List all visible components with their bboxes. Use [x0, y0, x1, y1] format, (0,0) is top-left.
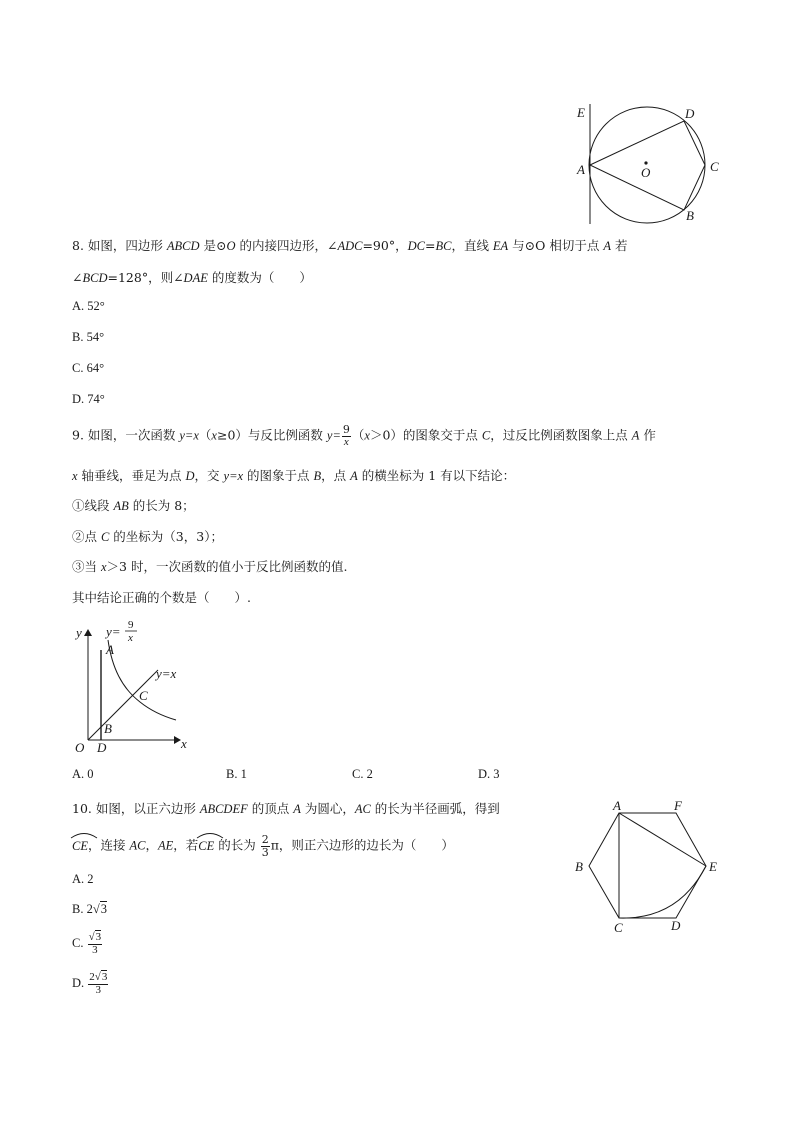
label-b: B [575, 859, 583, 874]
q10-stem-line2: CE，连接 AC，AE，若 CE 的长为 $\frac{2}{3}$ π，则正六边形的边长为（ ） [72, 833, 454, 859]
q10-d-fraction: $\frac{2√3}{3}$ [89, 971, 108, 996]
line-y-equals-x [88, 670, 158, 740]
q8-stem-line1: 8. 如图，四边形 ABCD 是⊙O 的内接四边形，∠ADC=90°，DC=BC，直线 EA 与⊙O 相切于点 A 若 [72, 238, 628, 253]
q8-stem-line2: ∠BCD=128°，则∠DAE 的度数为（ ） [72, 270, 312, 285]
q9-fraction: $\frac{9}{x}$ [342, 423, 350, 448]
q8-option-a[interactable]: A. 52° [72, 299, 105, 313]
label-a: A [613, 798, 621, 813]
q9-figure [70, 618, 194, 754]
q9-option-a[interactable]: A. 0 [72, 767, 94, 781]
label-a: A [577, 162, 585, 177]
q10-c-fraction: $\frac{√3}{3}$ [88, 931, 102, 956]
label-c: C [710, 159, 719, 174]
q10-option-a[interactable]: A. 2 [72, 872, 94, 886]
q9-statement-3: ③当 x＞3 时，一次函数的值小于反比例函数的值. [72, 559, 348, 574]
q9-option-c[interactable]: C. 2 [352, 767, 373, 781]
q9-question: 其中结论正确的个数是（ ）. [72, 590, 251, 605]
q8-option-c[interactable]: C. 64° [72, 361, 105, 375]
label-e: E [577, 105, 585, 120]
q9-statement-1: ①线段 AB 的长为 8； [72, 498, 195, 513]
label-y: y [76, 625, 82, 640]
label-c: C [614, 920, 623, 935]
q10-figure [568, 796, 728, 938]
q8-option-b[interactable]: B. 54° [72, 330, 105, 344]
label-e: E [709, 859, 717, 874]
q10-option-c[interactable]: C. $\frac{√3}{3}$ [72, 931, 102, 956]
line-label: y=x [156, 666, 177, 681]
q8-option-d[interactable]: D. 74° [72, 392, 105, 406]
q9-option-b[interactable]: B. 1 [226, 767, 247, 781]
curve-label-num: 9 [128, 619, 134, 631]
segment-ae [619, 813, 706, 866]
label-a: A [106, 642, 114, 657]
curve-label-den: x [128, 632, 133, 644]
q9-stem-line1: 9. 如图，一次函数 y=x（x≥0）与反比例函数 y= $\frac{9}{x}$ （x＞0）的图象交于点 C，过反比例函数图象上点 A 作 [72, 423, 656, 448]
q10-fraction: $\frac{2}{3}$ [261, 833, 269, 859]
arc-ce-1: CE [72, 838, 88, 854]
label-x: x [181, 736, 187, 751]
label-b: B [686, 208, 694, 223]
hexagon-abcdef [589, 813, 706, 918]
q8-figure [568, 96, 728, 230]
q10-option-d[interactable]: D. $\frac{2√3}{3}$ [72, 971, 108, 996]
label-o: O [75, 740, 85, 754]
arc-ce [619, 866, 706, 918]
curve-label: y= [106, 624, 121, 639]
q10-stem-line1: 10. 如图，以正六边形 ABCDEF 的顶点 A 为圆心，AC 的长为半径画弧，得到 [72, 801, 500, 816]
arc-ce-2: CE [198, 838, 214, 854]
q9-statement-2: ②点 C 的坐标为（3，3）； [72, 529, 223, 544]
label-f: F [674, 798, 682, 813]
label-d: D [685, 106, 695, 121]
label-d: D [671, 918, 681, 933]
label-o: O [641, 165, 651, 180]
label-c: C [139, 688, 148, 703]
q9-stem-line2: x 轴垂线，垂足为点 D，交 y=x 的图象于点 B，点 A 的横坐标为 1 有以下结论： [72, 468, 516, 483]
q10-option-b[interactable]: B. 2√3 [72, 902, 107, 916]
label-b: B [104, 721, 112, 736]
label-d: D [97, 740, 107, 754]
q9-option-d[interactable]: D. 3 [478, 767, 500, 781]
